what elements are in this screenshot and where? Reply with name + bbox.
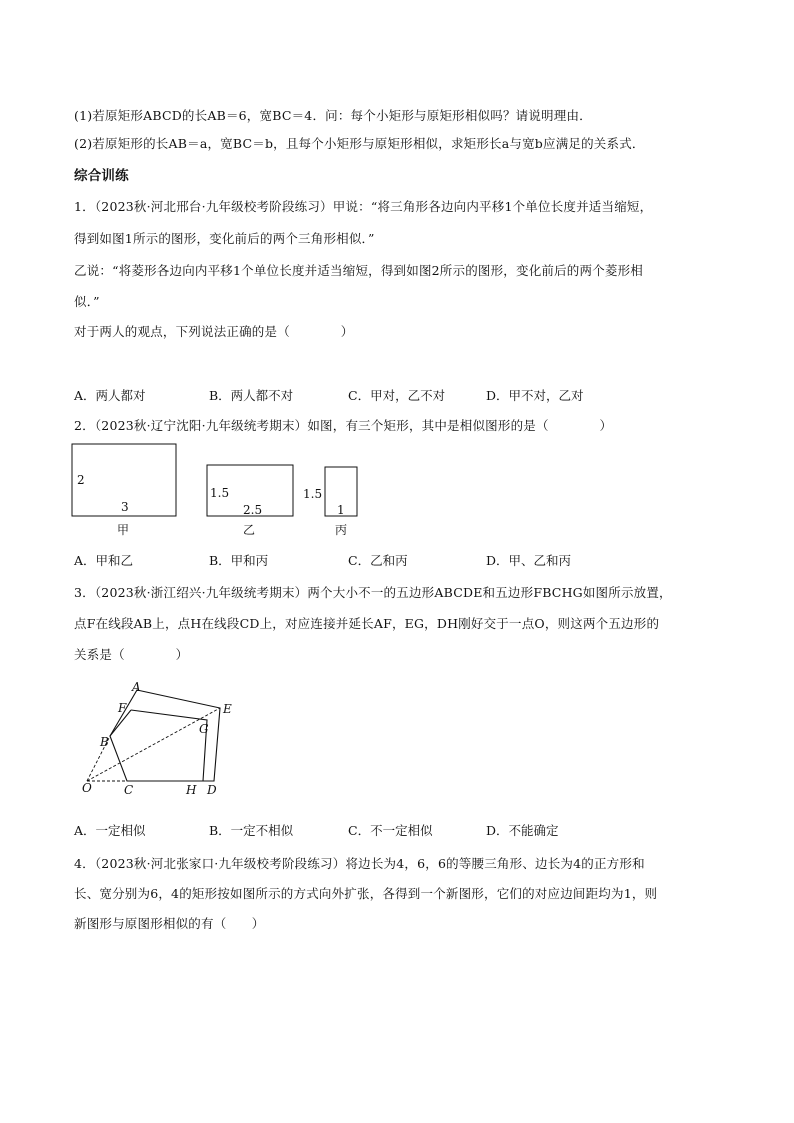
point-d-label: D xyxy=(207,783,217,797)
q4-line-3: 新图形与原图形相似的有（ ） xyxy=(74,916,265,931)
q1-line-1: 1．（2023秋·河北邢台·九年级校考阶段练习）甲说：“将三角形各边向内平移1个单位长度并适当缩短， xyxy=(74,199,653,214)
q4-line-1: 4．（2023秋·河北张家口·九年级校考阶段练习）将边长为4，6，6的等腰三角形、边长为4的正方形和 xyxy=(74,856,645,871)
rect-bing-side-label: 1.5 xyxy=(303,487,323,501)
q3-options xyxy=(74,821,754,839)
point-f-label: F xyxy=(118,701,127,715)
point-a-label: A xyxy=(132,680,141,694)
q3-line-2: 点F在线段AB上，点H在线段CD上，对应连接并延长AF，EG，DH刚好交于一点O，则这两个五边形的 xyxy=(74,616,660,631)
q1-option-c[interactable]: C．甲对，乙不对 xyxy=(348,388,446,403)
intro-item-2: (2)若原矩形的长AB＝a，宽BC＝b，且每个小矩形与原矩形相似，求矩形长a与宽b应满足的关系式． xyxy=(74,136,645,151)
q2-option-c[interactable]: C．乙和丙 xyxy=(348,553,408,568)
q3-option-d[interactable]: D．不能确定 xyxy=(486,823,559,838)
q4-line-2: 长、宽分别为6，4的矩形按如图所示的方式向外扩张，各得到一个新图形，它们的对应边间距均为1，则 xyxy=(74,886,658,901)
q1-line-2: 得到如图1所示的图形，变化前后的两个三角形相似．” xyxy=(74,231,375,246)
q2-line-1: 2．（2023秋·辽宁沈阳·九年级统考期末）如图，有三个矩形，其中是相似图形的是（ ） xyxy=(74,418,613,433)
point-g-label: G xyxy=(199,722,209,736)
q3-line-3: 关系是（ ） xyxy=(74,647,189,662)
q1-option-b[interactable]: B．两人都不对 xyxy=(209,388,294,403)
rect-yi-name: 乙 xyxy=(243,523,256,537)
q1-options xyxy=(74,386,754,404)
q2-option-d[interactable]: D．甲、乙和丙 xyxy=(486,553,572,568)
intro-item-1: (1)若原矩形ABCD的长AB＝6，宽BC＝4．问：每个小矩形与原矩形相似吗？请说明理由． xyxy=(74,108,592,123)
point-h-label: H xyxy=(186,783,197,797)
q2-option-a[interactable]: A．甲和乙 xyxy=(74,553,134,568)
section-heading: 综合训练 xyxy=(74,168,129,184)
rect-jia-bottom-label: 3 xyxy=(121,500,129,514)
rect-jia-side-label: 2 xyxy=(77,473,85,487)
q3-option-c[interactable]: C．不一定相似 xyxy=(348,823,433,838)
q1-line-3: 乙说：“将菱形各边向内平移1个单位长度并适当缩短，得到如图2所示的图形，变化前后的两个菱形相 xyxy=(74,263,643,278)
rect-yi-bottom-label: 2.5 xyxy=(243,503,263,517)
point-e-label: E xyxy=(223,702,232,716)
point-b-label: B xyxy=(100,735,109,749)
q1-option-a[interactable]: A．两人都对 xyxy=(74,388,146,403)
q1-line-5: 对于两人的观点，下列说法正确的是（ ） xyxy=(74,324,354,339)
point-o-label: O xyxy=(82,781,92,795)
q1-line-4: 似．” xyxy=(74,294,100,309)
q3-option-a[interactable]: A．一定相似 xyxy=(74,823,146,838)
q3-line-1: 3．（2023秋·浙江绍兴·九年级统考期末）两个大小不一的五边形ABCDE和五边形FBCHG如图所示放置， xyxy=(74,585,672,600)
rect-jia-name: 甲 xyxy=(117,523,130,537)
rect-yi-side-label: 1.5 xyxy=(210,486,230,500)
pentagon-fbchg-edges xyxy=(131,710,207,781)
point-c-label: C xyxy=(124,783,134,797)
rect-bing-bottom-label: 1 xyxy=(337,503,345,517)
q1-option-d[interactable]: D．甲不对，乙对 xyxy=(486,388,584,403)
rect-bing-name: 丙 xyxy=(335,523,348,537)
q2-options xyxy=(74,551,754,569)
q3-option-b[interactable]: B．一定不相似 xyxy=(209,823,294,838)
q2-option-b[interactable]: B．甲和丙 xyxy=(209,553,269,568)
